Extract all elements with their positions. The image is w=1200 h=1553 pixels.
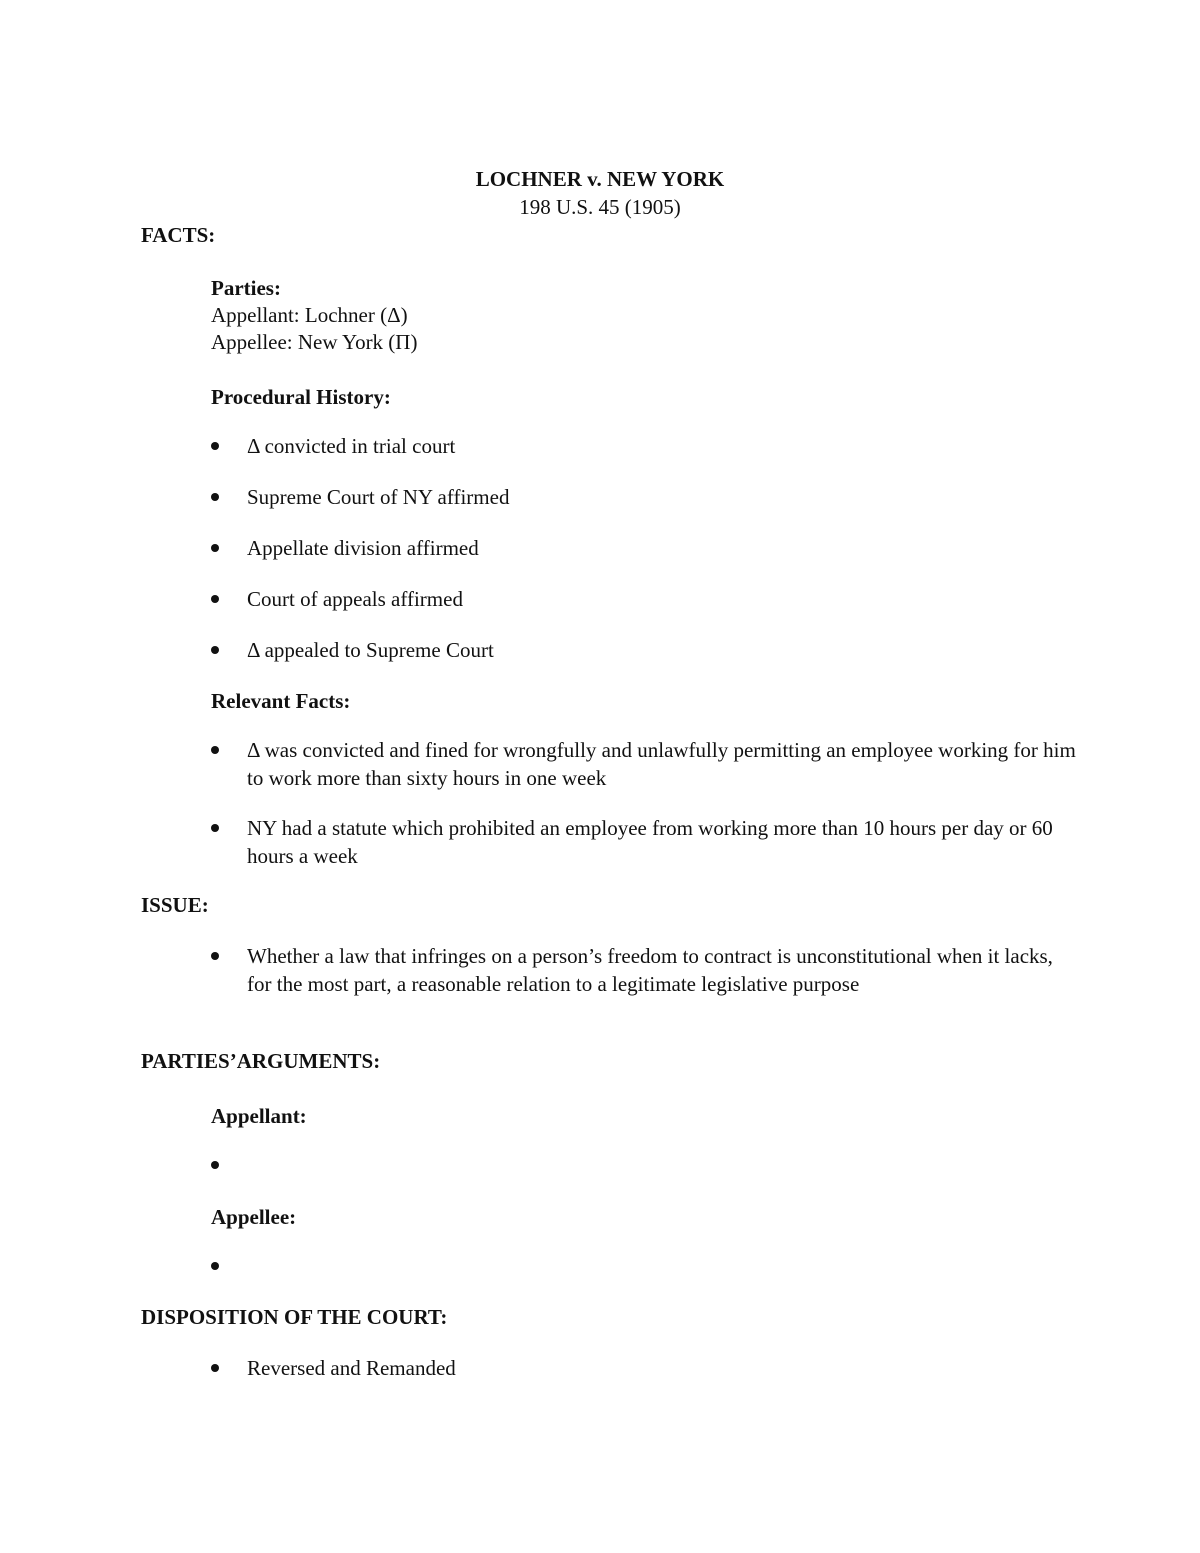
facts-heading: FACTS: <box>141 223 216 247</box>
bullet-icon <box>211 1262 219 1270</box>
bullet-icon <box>211 746 219 754</box>
issue-heading: ISSUE: <box>141 893 209 917</box>
bullet-icon <box>211 952 219 960</box>
list-item-text: Δ was convicted and fined for wrongfully and unlawfully permitting an employee working for him to work more than sixty hours in one week <box>247 738 1076 790</box>
appellee-line: Appellee: New York (Π) <box>211 330 418 354</box>
arguments-heading: PARTIES’ARGUMENTS: <box>141 1049 381 1073</box>
appellant-line: Appellant: Lochner (Δ) <box>211 303 408 327</box>
relevant-facts-heading: Relevant Facts: <box>211 689 351 713</box>
case-citation: 198 U.S. 45 (1905) <box>519 195 681 219</box>
list-item-text: Supreme Court of NY affirmed <box>247 485 510 509</box>
disposition-heading: DISPOSITION OF THE COURT: <box>141 1305 448 1329</box>
list-item-text: Reversed and Remanded <box>247 1356 456 1380</box>
list-item-text: Δ convicted in trial court <box>247 434 456 458</box>
procedural-history-heading: Procedural History: <box>211 385 391 409</box>
list-item-text: Appellate division affirmed <box>247 536 479 560</box>
bullet-icon <box>211 493 219 501</box>
bullet-icon <box>211 646 219 654</box>
appellee-arguments-heading: Appellee: <box>211 1205 297 1229</box>
bullet-icon <box>211 824 219 832</box>
case-title: LOCHNER v. NEW YORK <box>475 167 725 191</box>
list-item-text: Whether a law that infringes on a person’s freedom to contract is unconstitutional when it lacks, for the most part, a reasonable relation to a legitimate legislative purpose <box>247 944 1053 996</box>
bullet-icon <box>211 1161 219 1169</box>
list-item-text: NY had a statute which prohibited an employee from working more than 10 hours per day or 60 hours a week <box>247 816 1053 868</box>
bullet-icon <box>211 442 219 450</box>
bullet-icon <box>211 544 219 552</box>
bullet-icon <box>211 595 219 603</box>
appellant-arguments-heading: Appellant: <box>211 1104 307 1128</box>
list-item-text: Court of appeals affirmed <box>247 587 463 611</box>
parties-heading: Parties: <box>211 276 281 300</box>
bullet-icon <box>211 1364 219 1372</box>
list-item-text: Δ appealed to Supreme Court <box>247 638 494 662</box>
